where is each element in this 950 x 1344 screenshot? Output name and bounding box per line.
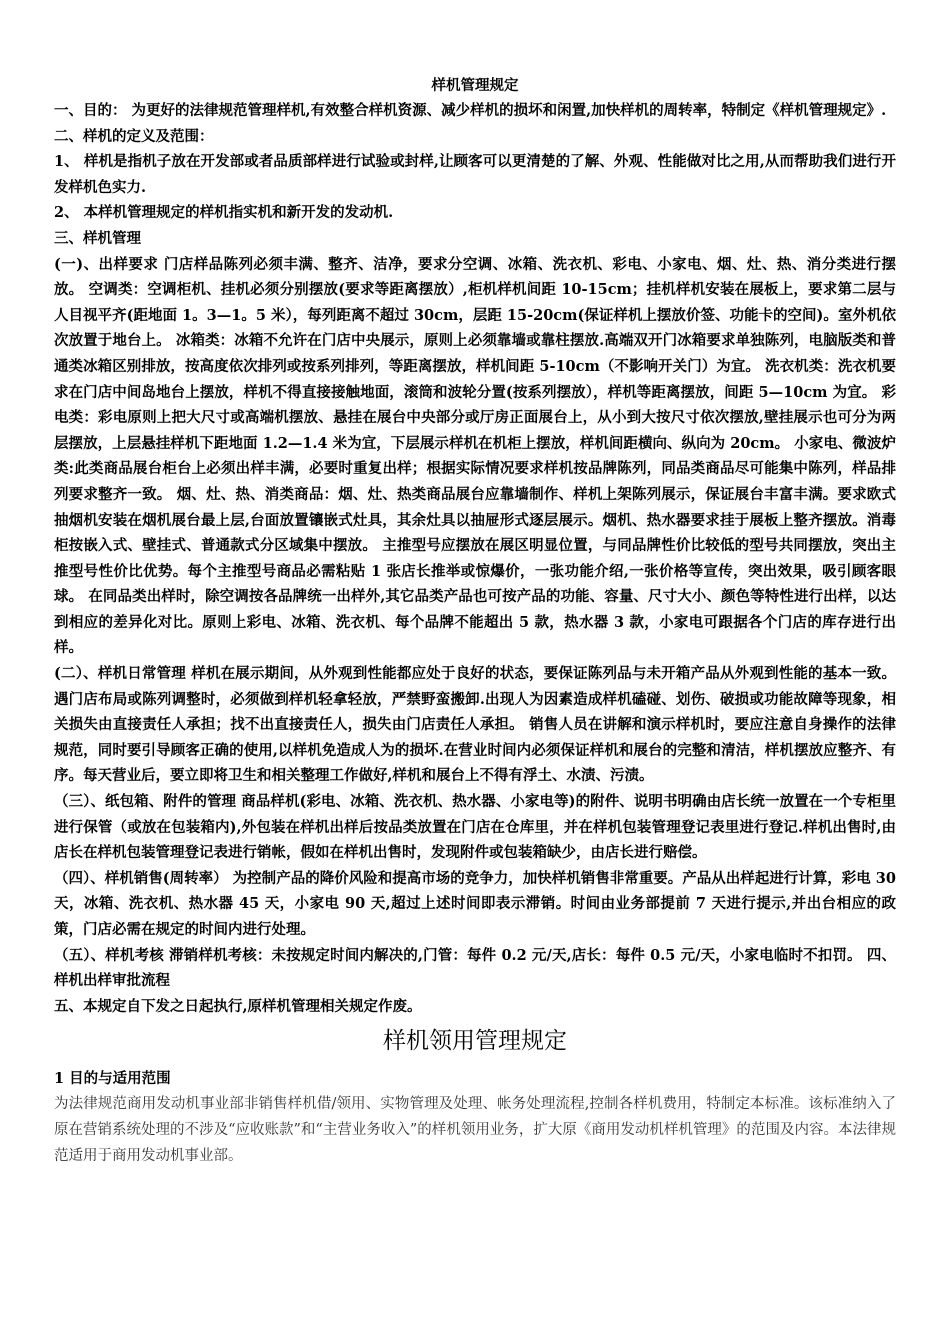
paragraph-definition-heading: 二、样机的定义及范围：	[54, 127, 214, 145]
paragraph-definition-1: 1、 样机是指机子放在开发部或者品质部样进行试验或封样,让顾客可以更清楚的了解、外观、性能做对比之用,从而帮助我们进行开发样机色实力.	[54, 153, 896, 196]
paragraph-assessment: （五）、样机考核 滞销样机考核：未按规定时间内解决的,门管：每件 0.2 元/天,店长：每件 0.5 元/天，小家电临时不扣罚。 四、样机出样审批流程	[54, 946, 896, 990]
paragraph-display-requirements: (一)、出样要求 门店样品陈列必须丰满、整齐、洁净，要求分空调、冰箱、洗衣机、彩电、小家电、烟、灶、热、消分类进行摆放。 空调类：空调柜机、挂机必须分别摆放(要求等距离摆放）,柜机样机间距 10-15cm；挂机样机安装在展板上，要求第二层与人目视平齐(距地面 1。3—1。5 米），每列距离不超过 30cm，层距 15-20cm(保证样机上摆放价签、功能卡的空间)。室外机依次放置于地台上。 冰箱类：冰箱不允许在门店中央展示，原则上必须靠墙或靠柱摆放.高端双开门冰箱要求单独陈列，电脑版类和普通类冰箱区别排放，按高度依次排列或按系列排列，等距离摆放，样机间距 5-10cm（不影响开关门）为宜。 洗衣机类：洗衣机要求在门店中间岛地台上摆放，样机不得直接接触地面，滚筒和波轮分置(按系列摆放），样机等距离摆放，间距 5—10cm 为宜。 彩电类：彩电原则上把大尺寸或高端机摆放、悬挂在展台中央部分或厅房正面展台上，从小到大按尺寸依次摆放,壁挂展示也可分为两层摆放，上层悬挂样机下距地面 1.2—1.4 米为宜，下层展示样机在机柜上摆放，样机间距横向、纵向为 20cm。 小家电、微波炉类:此类商品展台柜台上必须出样丰满，必要时重复出样；根据实际情况要求样机按品牌陈列，同品类商品尽可能集中陈列，样品排列要求整齐一致。 烟、灶、热、消类商品：烟、灶、热类商品展台应靠墙制作、样机上架陈列展示，保证展台丰富丰满。要求欧式抽烟机安装在烟机展台最上层,台面放置镶嵌式灶具，其余灶具以抽屉形式逐层展示。烟机、热水器要求挂于展板上整齐摆放。消毒柜按嵌入式、壁挂式、普通款式分区域集中摆放。 主推型号应摆放在展区明显位置，与同品牌性价比较低的型号共同摆放，突出主推型号性价比优势。每个主推型号商品必需粘贴 1 张店长推举或惊爆价，一张功能介绍,一张价格等宣传，突出效果，吸引顾客眼球。 在同品类出样时，除空调按各品牌统一出样外,其它品类产品也可按产品的功能、容量、尺寸大小、颜色等特性进行出样，以达到相应的差异化对比。原则上彩电、冰箱、洗衣机、每个品牌不能超出 5 款，热水器 3 款，小家电可跟据各个门店的库存进行出样。	[54, 255, 896, 657]
paragraph-effective: 五、本规定自下发之日起执行,原样机管理相关规定作废。	[54, 997, 422, 1015]
section-title: 样机领用管理规定	[383, 1028, 567, 1055]
section-paragraph: 为法律规范商用发动机事业部非销售样机借/领用、实物管理及处理、帐务处理流程,控制各样机费用，特制定本标准。该标准纳入了原在营销系统处理的不涉及“应收账款”和“主营业务收入”的样机领用业务，扩大原《商用发动机样机管理》的范围及内容。本法律规范适用于商用发动机事业部。	[54, 1096, 896, 1165]
section-subtitle: 1 目的与适用范围	[54, 1070, 171, 1088]
document-title: 样机管理规定	[431, 77, 519, 94]
paragraph-packaging: （三）、纸包箱、附件的管理 商品样机(彩电、冰箱、洗衣机、热水器、小家电等)的附件、说明书明确由店长统一放置在一个专柜里进行保管（或放在包装箱内),外包装在样机出样后按品类放置在门店在仓库里，并在样机包装管理登记表里进行登记.样机出售时,由店长在样机包装管理登记表进行销帐，假如在样机出售时，发现附件或包装箱缺少，由店长进行赔偿。	[54, 793, 896, 862]
paragraph-sales-turnover: （四）、样机销售(周转率） 为控制产品的降价风险和提高市场的竞争力，加快样机销售非常重要。产品从出样起进行计算，彩电 30 天，冰箱、洗衣机、热水器 45 天，小家电 90 天,超过上述时间即表示滞销。时间由业务部提前 7 天进行提示,并出台相应的政策，门店必需在规定的时间内进行处理。	[54, 869, 896, 938]
paragraph-purpose: 一、目的： 为更好的法律规范管理样机,有效整合样机资源、减少样机的损坏和闲置,加快样机的周转率，特制定《样机管理规定》.	[54, 102, 887, 119]
paragraph-management-heading: 三、样机管理	[54, 229, 141, 247]
paragraph-definition-2: 2、 本样机管理规定的样机指实机和新开发的发动机.	[54, 204, 394, 222]
paragraph-daily-management: (二）、样机日常管理 样机在展示期间，从外观到性能都应处于良好的状态，要保证陈列品与未开箱产品从外观到性能的基本一致。 遇门店布局或陈列调整时，必须做到样机轻拿轻放，严禁野蛮搬卸.出现人为因素造成样机磕碰、划伤、破损或功能故障等现象，相关损失由直接责任人承担；找不出直接责任人，损失由门店责任人承担。 销售人员在讲解和演示样机时，要应注意自身操作的法律规范，同时要引导顾客正确的使用,以样机免造成人为的损坏.在营业时间内必须保证样机和展台的完整和清洁，样机摆放应整齐、有序。每天营业后，要立即将卫生和相关整理工作做好,样机和展台上不得有浮土、水渍、污渍。	[54, 665, 896, 785]
